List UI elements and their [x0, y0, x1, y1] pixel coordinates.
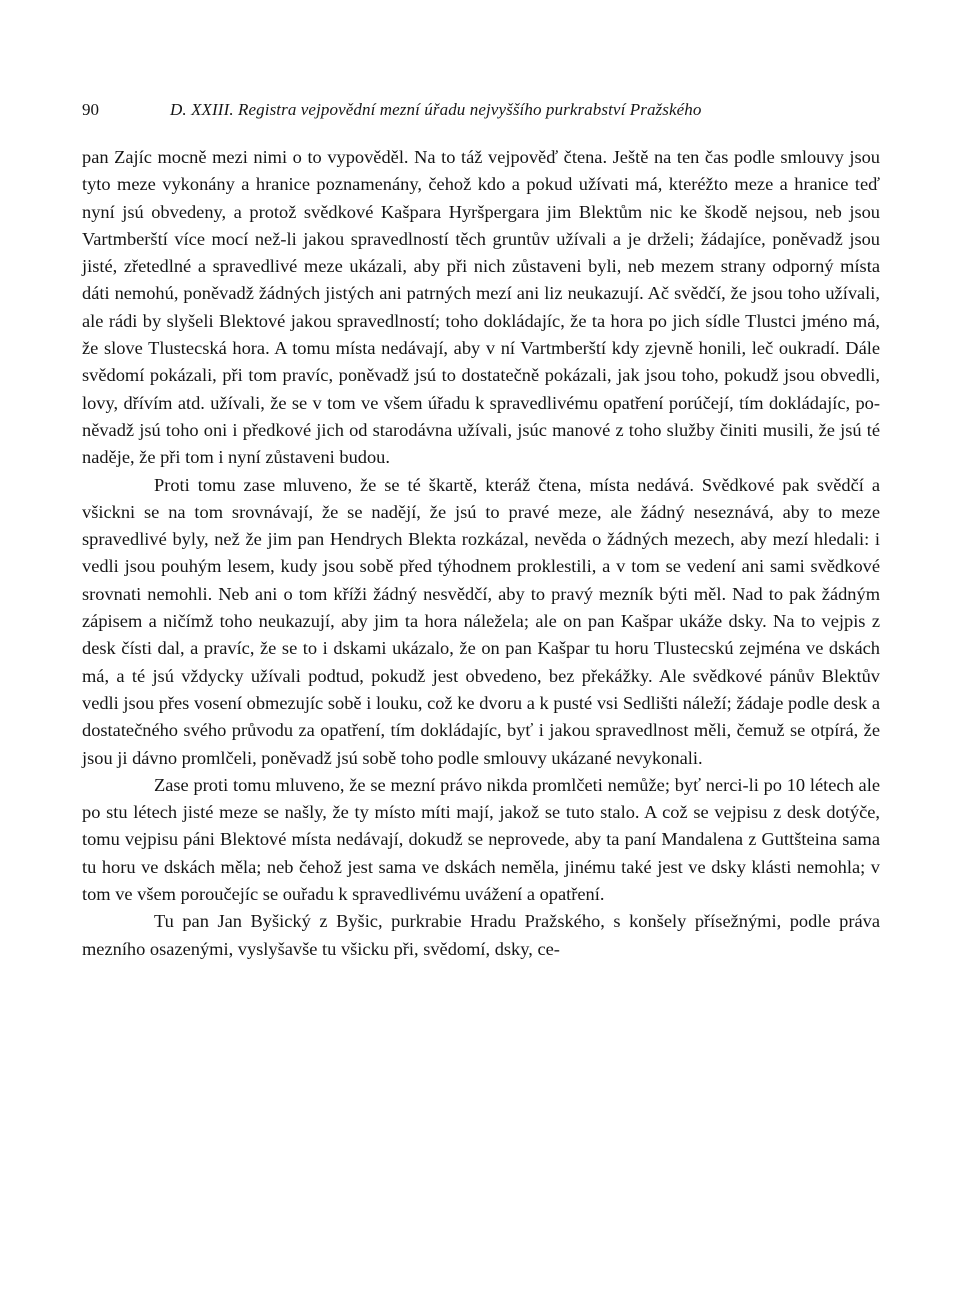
- body-text: [82, 144, 880, 963]
- document-page: [82, 100, 880, 959]
- running-title: D. XXIII. Registra vejpovědní mezní úřadu nejvyššího purkrabství Pražského: [170, 100, 702, 119]
- paragraph-2: Proti tomu zase mluveno, že se té škartě, kteráž čtena, místa nedává. Svědkové pak svědčí a všickni se na tom srovnávají, že se nadějí, že jsú to pravé meze, ale žádný neseznává, aby to meze spravedlivé byly, než že jim pan Hendrych Blekta rozkázal, nevěda o žádných mezech, aby mezí hledali: i vedli jsou pouhým lesem, kudy jsou sobě před týhodnem proklestili, a v tom se vedení ani sami svědkové srovnati nemohli. Neb ani o tom kříži žádný nesvědčí, aby to pravý mezník býti měl. Nad to pak žádným zápisem a ničímž toho neukazují, aby jim ta hora náležela; ale on pan Kašpar ukáže dsky. Na to vejpis z desk čísti dal, a pravíc, že se to i dskami ukázalo, že on pan Kašpar tu horu Tlustecskú zejména ve dskách má, a té jsú vždycky užívali podtud, pokudž jest obvedeno, bez překážky. Ale svědkové pánův Blektův vedli jsou přes vosení obmezujíc sobě i louku, což ke dvoru a k pusté vsi Sedlišti náleží; žádaje podle desk a dostatečného svého průvodu za opatření, tím dokládajíc, byť i jakou spravedlnost měli, čemuž se otpírá, že jsou ji dávno promlčeli, poněvadž jsú sobě toho podle smlouvy ukázané nevykonali.: [82, 474, 880, 768]
- paragraph-3: Zase proti tomu mluveno, že se mezní právo nikda promlčeti nemůže; byť nerci-li po 10 létech ale po stu létech jisté meze se našly, že ty místo míti mají, jakož se tuto stalo. A což se vejpisu z desk dotýče, tomu vejpisu páni Blektové místa nedávají, dokudž se neprovede, aby ta paní Mandalena z Guttšteina sama tu horu ve dskách měla; neb čehož jest sama ve dskách neměla, jinému také jest ve dsky klásti nemohla; v tom ve všem poroučejíc se ouřadu k spravedlivému uvážení a opatření.: [82, 774, 880, 905]
- page-number: 90: [82, 100, 99, 119]
- paragraph-1: pan Zajíc mocně mezi nimi o to vypověděl. Na to táž vejpověď čtena. Ještě na ten čas podle smlouvy jsou tyto meze vykonány a hranice poznamenány, čehož kdo a pokud užívati má, kteréžto meze a hranice teď nyní jsú obvedeny, a protož svědkové Kašpara Hyršpergara jim Blektům nic ke škodě nejsou, neb jsou Vartmberští více mocí než-li jakou spravedlností těch gruntův užívali a je drželi; žádajíce, poněvadž jsou jisté, zřetedlné a spravedlivé meze ukázali, aby při nich zůstaveni byli, neb mezem strany odporný místa dáti nemohú, poněvadž žádných jistých ani patrných mezí ani liz neukazují. Ač svědčí, že jsou toho užívali, ale rádi by slyšeli Blektové jakou spravedlností; toho dokládajíc, že ta hora po jich sídle Tlustci jméno má, že slove Tlustecská hora. A tomu místa nedávají, aby v ní Vartmberští kdy zjevně honili, leč oukradí. Dále svědomí pokázali, při tom pravíc, poněvadž jsú to dostatečně pokázali, jak jsou toho, pokudž jsou obvedli, lovy, dřívím atd. užívali, že se v tom ve všem úřadu k spravedlivému opatření porúčejí, tím dokládajíc, poněvadž jsú toho oni i předkové jich od starodávna užívali, jsúc manové z toho služby činiti musili, že jsú té naděje, že při tom i nyní zůstaveni budou.: [82, 147, 880, 468]
- paragraph-4: Tu pan Jan Byšický z Byšic, purkrabie Hradu Pražského, s konšely přísežnými, podle práva mezního osazenými, vyslyšavše tu všicku při, svědomí, dsky, ce-: [82, 911, 880, 959]
- running-head: [82, 100, 880, 130]
